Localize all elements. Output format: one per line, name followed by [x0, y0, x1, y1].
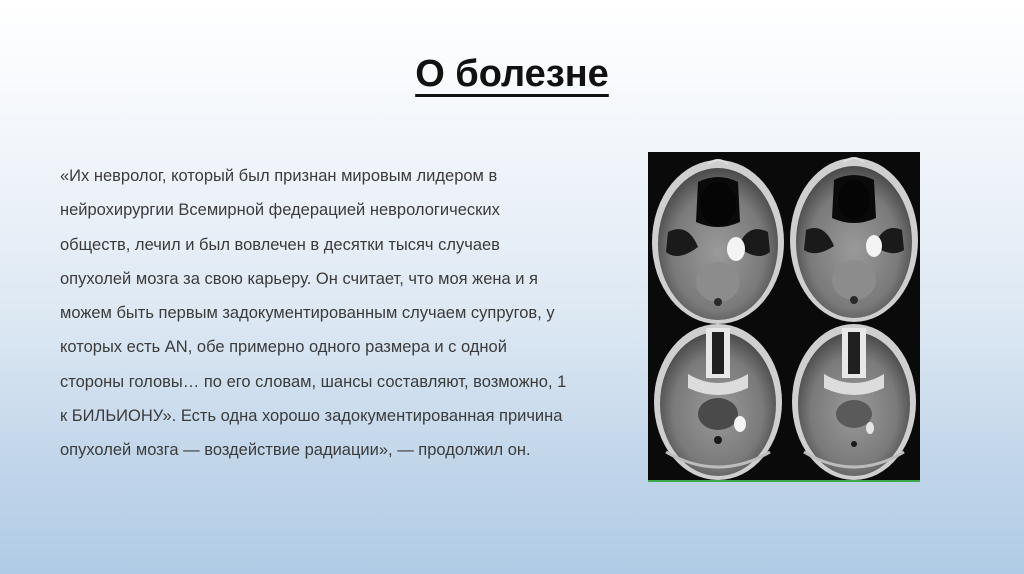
quote-line: к БИЛЬИОНУ». Есть одна хорошо задокументированная причина	[60, 407, 563, 426]
quote-line: нейрохирургии Всемирной федерацией неврологических	[60, 201, 500, 220]
quote-line: обществ, лечил и был вовлечен в десятки тысяч случаев	[60, 235, 500, 254]
quote-line: которых есть AN, обе примерно одного размера и с одной	[60, 338, 507, 357]
mri-panel-bottom-right	[792, 324, 916, 480]
quote-text	[60, 159, 620, 468]
slide-title: О болезне	[415, 53, 609, 95]
mri-panel-top-left	[652, 160, 784, 324]
quote-line: опухолей мозга — воздействие радиации», — продолжил он.	[60, 441, 531, 460]
quote-line: опухолей мозга за свою карьеру. Он считает, что моя жена и я	[60, 269, 538, 288]
quote-line: можем быть первым задокументированным случаем супругов, у	[60, 304, 555, 323]
mri-panel-top-right	[790, 158, 918, 322]
quote-line: «Их невролог, который был признан мировым лидером в	[60, 167, 498, 185]
mri-panel-bottom-left	[654, 324, 782, 480]
mri-scan-image	[648, 152, 920, 482]
quote-line: стороны головы… по его словам, шансы составляют, возможно, 1	[60, 372, 567, 391]
mri-scan-graphic	[648, 152, 920, 480]
